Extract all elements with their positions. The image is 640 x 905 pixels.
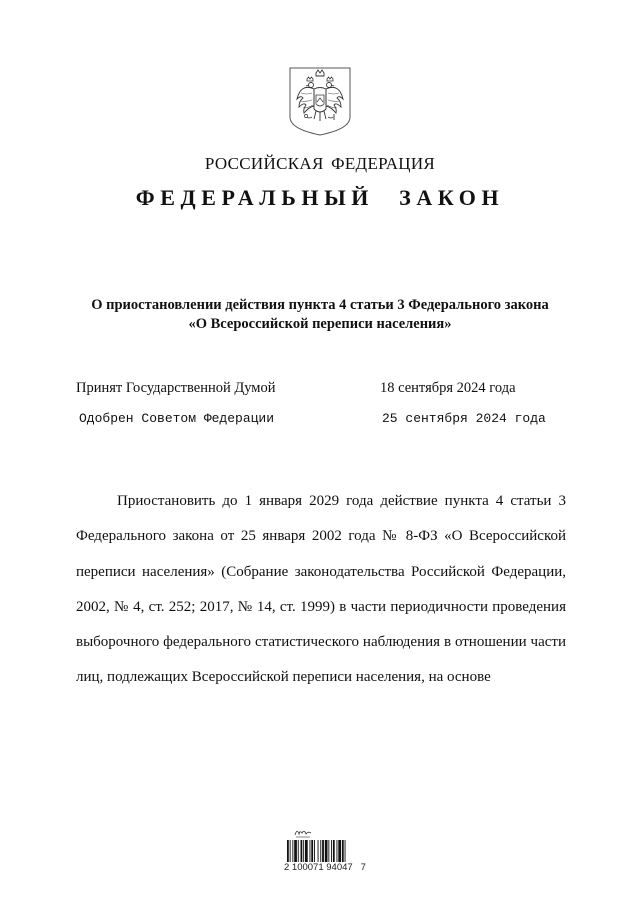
barcode-bar	[303, 840, 304, 862]
barcode-bar	[325, 840, 328, 862]
barcode	[287, 840, 371, 862]
adopted-date: 18 сентября 2024 года	[380, 380, 516, 396]
barcode-bar	[338, 840, 341, 862]
signature-mark-icon	[293, 826, 313, 839]
barcode-bar	[287, 840, 289, 862]
law-title	[40, 296, 600, 334]
law-title-line-2: «О Всероссийской переписи населения»	[188, 316, 452, 332]
barcode-bar	[292, 840, 293, 862]
approved-by-federation-council: Одобрен Советом Федерации	[79, 411, 275, 426]
barcode-bar	[310, 840, 311, 862]
adopted-by-duma: Принят Государственной Думой	[76, 380, 276, 396]
barcode-bar	[311, 840, 313, 862]
russian-coat-of-arms-icon	[287, 65, 353, 137]
barcode-bar	[290, 840, 291, 862]
main-text: Приостановить до 1 января 2029 года действие пункта 4 статьи 3 Федерального закона от 25 января 2002 года № 8-ФЗ «О Всероссийской переписи населения» (Собрание законодательства Российской Федерации, 2002, № 4, ст. 252; 2017, № 14, ст. 1999) в части периодичности проведения выборочного федерального статистического наблюдения в отношении части лиц, подлежащих Всероссийской переписи населения, на основе	[76, 493, 566, 686]
barcode-bar	[328, 840, 329, 862]
barcode-bar	[345, 840, 346, 862]
barcode-bar	[298, 840, 299, 862]
barcode-bar	[333, 840, 335, 862]
barcode-bar	[301, 840, 303, 862]
barcode-bar	[342, 840, 344, 862]
document-kind: ФЕДЕРАЛЬНЫЙ ЗАКОН	[135, 185, 505, 210]
barcode-bar	[322, 840, 324, 862]
barcode-bar	[305, 840, 308, 862]
barcode-bar	[318, 840, 319, 862]
barcode-number: 2 100071 94047 7	[284, 862, 366, 873]
law-title-line-1: О приостановлении действия пункта 4 статьи 3 Федерального закона	[91, 297, 549, 313]
barcode-bar	[294, 840, 297, 862]
barcode-bar	[320, 840, 321, 862]
barcode-bar	[337, 840, 338, 862]
approved-date: 25 сентября 2024 года	[382, 411, 546, 426]
barcode-bar	[314, 840, 315, 862]
barcode-bar	[331, 840, 332, 862]
country-name: РОССИЙСКАЯ ФЕДЕРАЦИЯ	[204, 154, 436, 173]
